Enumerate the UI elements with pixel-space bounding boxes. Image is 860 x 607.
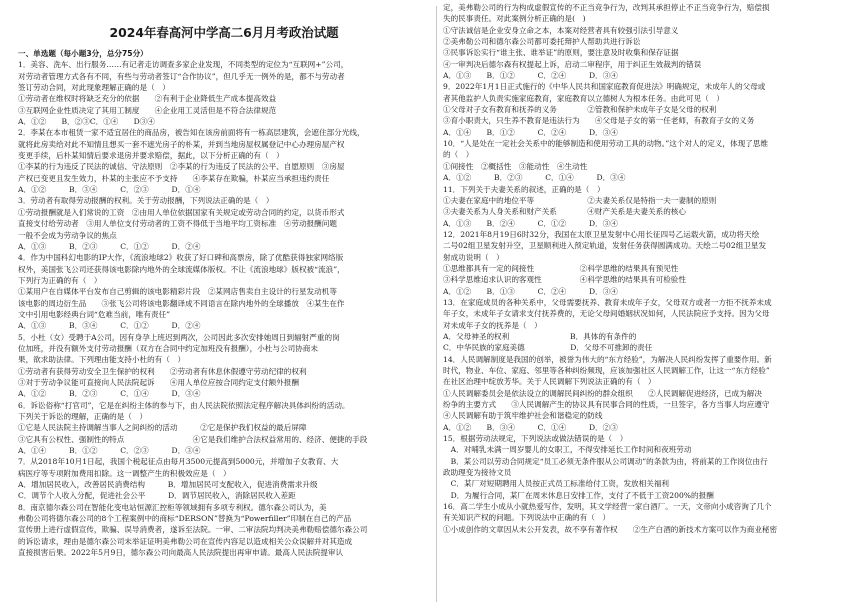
text-line: ①李某的行为违反了民法的诚信、守法原则 ②李某的行为违反了民法的公平、自愿原则 ③房屋 [18,162,345,172]
text-line: 弗勒公司将德尔森公司的8个工程案例中的商标“DERSON”替换为“Powerfiller”印制在自己的产品 [18,514,352,524]
text-line: A．①② B．①③ C．②④ D．③④ [443,286,618,296]
text-line: 对劳动者管理方式各有不同，有些与劳动者签订“合作协议”，但几乎无一例外的是，都不与劳动者 [18,71,345,81]
text-line: 有关知识产权的问题。下列说法中正确的有（ ） [443,513,611,523]
text-line: A．①② B．②③C．①④ D③④ [18,117,155,127]
text-line: 的（ ） [443,150,474,160]
text-line: D．为履行合同，某厂在周末休息日安排工作，支付了不低于工资200%的报酬 [443,490,714,500]
column-divider [436,6,437,602]
text-line: 果，欲求助法律。下列理由能支持小杜的有（ ） [18,355,186,365]
text-line: ③科学思维追求认识的客观性 ④科学思维的结果具有可检验性 [443,275,686,285]
text-line: 失的民事责任。对此案例分析正确的是( ) [443,14,586,24]
text-line: 11．下列关于夫妻关系的叙述，正确的是（ ） [443,184,605,194]
text-line: ①劳动者在维权时将缺乏充分的依据 ②有利于企业降低生产成本提高效益 [18,94,277,104]
text-line: 文中引用电影经典台词“危难当前，唯有责任” [18,309,171,319]
text-line: 10．“人是处在一定社会关系中的能够制造和使用劳动工具的动物。”这个对人的定义，体现了思维 [443,139,768,149]
text-line: ③它具有公权性、强制性的特点 ④它是我们维护合法权益常用的、经济、便捷的手段 [18,434,368,444]
text-line: 7．从2018年10月1日起，我国个税起征点由每月3500元提高到5000元，并增加子女教育、大 [18,457,339,467]
text-line: A．对哺乳未满一周岁婴儿的女职工，不得安排延长工作时间和夜班劳动 [443,445,692,455]
text-line: ③对于劳动争议能可直接向人民法院起诉 ④用人单位应按合同约定支付额外报酬 [18,377,299,387]
text-line: 12．2021年8月19日6时32分，我国在太原卫星发射中心用长征四号乙运载火箭，成功将天绘 [443,229,760,239]
text-line: 纷争的主要方式 ③人民调解产生的协议具有民事合同的性质，一旦签字，各方当事人均应遵守 [443,400,770,410]
text-line: A．父母神圣的权利 B．具体的有条件的 [443,331,637,341]
text-line: 时代，物业、车位、家庭、邻里等各种纠纷频现，应该加强社区人民调解工作，让这一“东方经验” [443,366,770,375]
text-line: 射成功说明（ ） [443,252,504,262]
text-line: 6．诉讼俗称“打官司”，它是在纠纷主体的参与下，由人民法院依照法定程序解决具体纠纷的活动。 [18,400,350,410]
text-line: C．中华民族的家庭美德 D．父母不可推卸的责任 [443,343,653,353]
text-line: 产权已变更且发生效力，朴某的主张应不予支持 ④李某存在欺骗，朴某应当承担违约责任 [18,173,330,183]
text-line: 二号02组卫星发射升空，卫星顺利进入预定轨道，发射任务获得圆满成功。天绘二号02组卫星发 [443,241,767,251]
section-heading: 一、单选题（每小题3分，总分75分） [18,49,148,58]
text-line: 1．美容、洗车、出行服务……有记者走访调查多家企业发现，不同类型的定位为“互联网+”公司， [18,60,349,70]
text-line: A．①③ B．②③ C．①② D．②④ [18,241,201,251]
text-line: 4．作为中国科幻电影的IP大作，《流浪地球2》收获了好口碑和高票房，除了优酷获得独家网络版 [18,253,344,263]
text-line: 年子女，未成年子女请求支付抚养费的，无论父母间婚姻状况如何，人民法院应予支持。因为父母 [443,309,770,319]
text-line: 病医疗等专项附加费用扣除。这一调整产生的积极效应是（ ） [18,468,231,478]
text-line: 该电影的周边衍生品 ③张飞公司将该电影翻译成不同语言在除内地外的全球播放 ④某生在作 [18,298,345,308]
right-question-list [443,2,851,535]
text-line: 16．高二学生小成从小就热爱写作，发明，其文学经营一家白酒厂。一天，文帝向小成咨询了几个 [443,502,772,512]
text-line: 政助理变为接待文员 [443,468,512,478]
text-line: ①父母对子女有教育和抚养的义务 ②管教和保护未成年子女是父母的权利 [443,105,717,115]
text-line: A．①② B．②③ C．①④ D．③④ [443,173,626,183]
text-line: ②美弗勒公司和德尔森公司都可委托辩护人帮助共进行诉讼 [443,37,641,47]
text-line: ①劳动报酬就是入们常说的工资 ②由用人单位依据国家有关规定或劳动合同的约定，以货币形式 [18,207,345,217]
text-line: 8．南京德尔森公司在智能化变电站恒源汇控柜等领域拥有多项专利权。德尔森公司认为，美 [18,502,327,512]
text-line: 对未成年子女的抚养是（ ） [443,320,542,330]
text-line: 2．李某在本市租赁一家不适宜居住的商品房，被告知在该房前面将有一栋高层建筑，会遮住部分光线， [18,128,365,138]
text-line: A．①③ B．③④ C．①② D．②④ [18,321,201,331]
text-line: 在社区治理中绽放芳华。关于人民调解下列说法正确的有（ ） [443,377,656,387]
text-line: 直接损害后果。2022年5月9日，德尔森公司向最高人民法院提出再审申请。最高人民法院提审认 [18,548,344,558]
text-line: 一般不会成为劳动争议的焦点 [18,230,117,240]
text-line: C．调节个人收入分配，促进社会公平 D．调节居民收入，消除居民收入差距 [18,491,296,501]
text-line: 的诉讼请求，理由是德尔森公司未举证证明美弗勒公司在宣传内容足以造成相关公众误解并对其造成 [18,536,353,546]
text-line: A．增加居民收入，改善居民消费结构 B．增加居民可支配收入，促进消费需求升级 [18,480,318,490]
text-line: ①间接性 ②概括性 ③能动性 ④生动性 [443,161,588,171]
text-line: 就将此房卖给对此不知情且想买一套不遮光房子的朴某，并到当地房屋权属登记中心办理房屋产权 [18,139,345,149]
text-line: 位加班，并没有额外支付劳动报酬（双方在合同中约定加班没有报酬），小杜与公司协商未 [18,343,318,353]
text-line: 下列关于诉讼的理解，正确的是（ ） [18,412,148,421]
text-line: 签订劳动合同，对此现象理解正确的是（ ） [18,83,170,93]
text-line: A．①② B．③④ C．②③ D．①④ [18,185,201,195]
text-line: ③互联网企业性质决定了其用工制度 ④企业用工灵活但是不符合法律规范 [18,105,277,115]
text-line: A．①② B．③④ C．①④ D．②③ [443,422,618,432]
text-line: 9．2022年1月1日正式施行的《中华人民共和国家庭教育促进法》明确规定，未成年人的父母或 [443,82,766,92]
text-line: 15．根据劳动法规定，下列说法或做法错误的是（ ） [443,434,628,444]
page-title: 2024年春高河中学高二6月月考政治试题 [109,25,339,40]
left-question-list [18,59,430,558]
text-line: ①劳动者有获得劳动安全卫生保护的权利 ②劳动者有休息休假遵守劳动纪律的权利 [18,366,307,376]
text-line: 5．小杜（女）受聘于A公司，因有身孕上班迟到两次，公司因此多次安排她周日到辐射严重的岗 [18,332,340,342]
text-line: ①夫妻在家庭中的地位平等 ②夫妻关系仅是特指一夫一妻制的原则 [443,195,717,205]
text-line: 3．劳动者有取得劳动报酬的权利。关于劳动报酬，下列说法正确的是（ ） [18,196,274,206]
text-line: ①某用户在自媒体平台发布自己剪辑的该电影精彩片段 ②某网店售卖自主设计的行星发动机等 [18,287,337,297]
right-column [443,0,851,535]
text-line: 者其他监护人负责实施家庭教育，家庭教育以立德树人为根本任务。由此可见（ ） [443,93,724,103]
text-line: ①人民调解委员会是依法设立的调解民间纠纷的群众组织 ②人民调解促进经济，已成为解决 [443,388,762,398]
text-line: A．①③ B．②④ C．①② D．③④ [443,218,618,228]
text-line: ③民事诉讼实行“谁主张、谁举证”的原则，要注意及时收集和保存证据 [443,48,679,58]
text-line: ①思维都具有一定的间接性 ②科学思维的结果具有预见性 [443,263,679,273]
text-line: 权外，美国张飞公司还获得该电影除内地外的全球流媒体版权。不让《流浪地球》版权被“流浪”， [18,264,345,274]
text-line: 宣传册上进行虚假宣传，欺骗、误导消费者，遂诉至法院。一审、二审法院均判决美弗勒赔偿德尔森公司 [18,525,368,535]
text-line: A．①② B．②③ C．①④ D．③④ [18,389,201,399]
text-line: ④人民调解有助于筑牢维护社会和谐稳定的防线 [443,411,603,421]
text-line: 直接支付给劳动者 ③用人单位支付劳动者的工资不得低于当地平均工资标准 ④劳动报酬问题 [18,219,337,229]
left-column [18,0,430,558]
text-line: ①它是人民法院主持调解当事人之间纠纷的活动 ②它是保护我们权益的最后屏障 [18,423,307,433]
text-line: 定，美弗勒公司的行为构成虚假宣传的不正当竞争行为，改判其承担停止不正当竞争行为，赔偿损 [443,3,770,12]
text-line: 13．在家庭成员的各种关系中，父母需要抚养、教育未成年子女，父母双方或者一方拒不抚养未成 [443,297,772,307]
text-line: ③夫妻关系为人身关系和财产关系 ④财产关系是夫妻关系的核心 [443,207,686,217]
text-line: 14．人民调解制度是我国的创举，被誉为伟大的“东方经验”，为解决人民纠纷发挥了重要作用。新 [443,354,772,364]
text-line: A．①④ B．①② C．②④ D．③④ [443,127,618,137]
text-line: ③育小职责大，只生养不教育是违法行为 ④父母是子女的第一任老师，有教育子女的义务 [443,116,755,126]
text-line: ④一审判决后德尔森有权提起上诉，启动二审程序，用于纠正生效裁判的错误 [443,59,702,69]
text-line: 下列行为正确的有（ ） [18,275,102,285]
text-line: 变更手续，后朴某知情后要求退房并要求赔偿，据此，以下分析正确的有（ ） [18,151,284,161]
text-line: ①小成创作的文章因从未公开发表，故不享有著作权 ②生产白酒的新技术方案可以作为商业秘密 [443,524,778,534]
text-line: A．①④ B．①② C．②③ D．③④ [18,446,201,456]
text-line: C．某厂对短期聘用人员按正式员工标准给付工资，发放相关福利 [443,479,670,489]
text-line: B．某公司以劳动合同规定“员工必须无条件服从公司调动”的条款为由，将前某的工作岗位由行 [443,456,768,466]
text-line: ①守法诚信是企业安身立命之本，本案对经营者具有较强引法引导意义 [443,25,679,35]
text-line: A．①③ B．①② C．②④ D．③④ [443,71,618,81]
